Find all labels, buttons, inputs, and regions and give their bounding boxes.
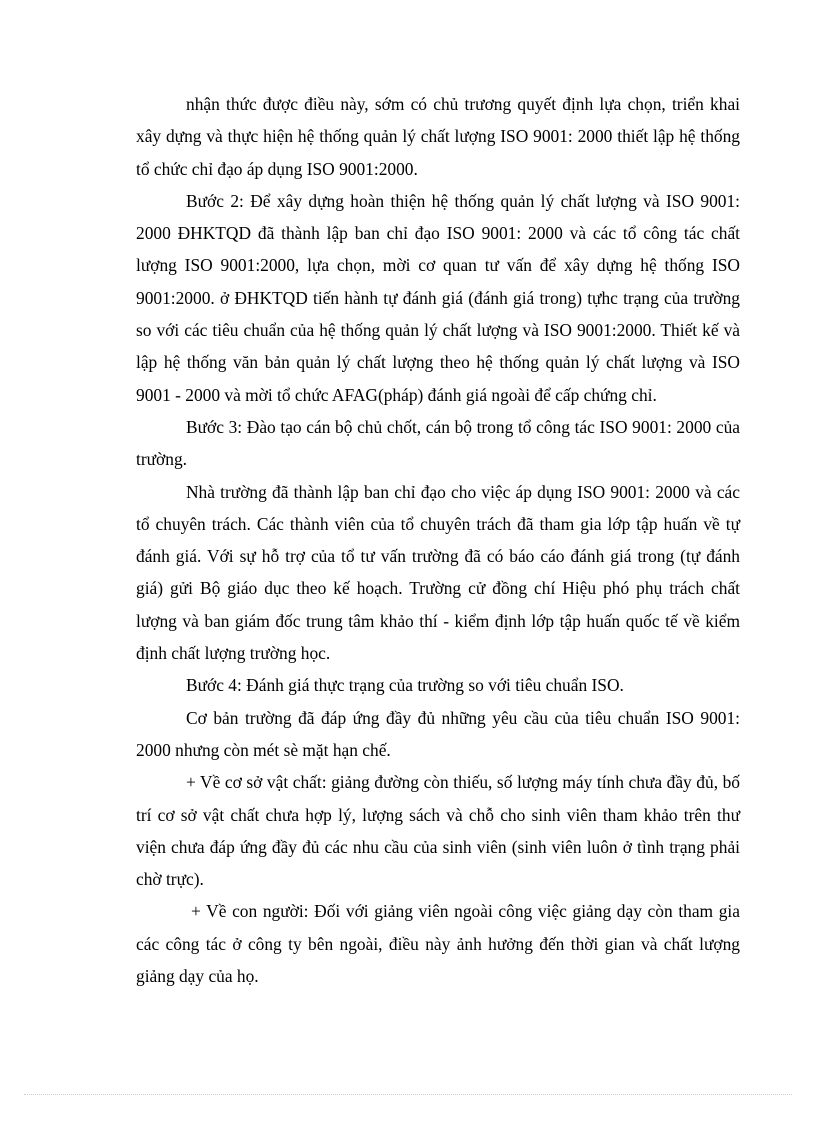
paragraph-personnel: + Về con người: Đối với giảng viên ngoài công việc giảng dạy còn tham gia các công tác ở công ty bên ngoài, điều này ảnh hưởng đến thời gian và chất lượng giảng dạy của họ. bbox=[136, 901, 740, 987]
page-bottom-divider bbox=[24, 1094, 792, 1095]
document-body bbox=[136, 88, 740, 992]
paragraph-basic-compliance: Cơ bản trường đã đáp ứng đầy đủ những yêu cầu của tiêu chuẩn ISO 9001: 2000 nhưng còn mét sè mặt hạn chế. bbox=[136, 707, 740, 760]
paragraph-facilities: + Về cơ sở vật chất: giảng đường còn thiếu, số lượng máy tính chưa đầy đủ, bố trí cơ sở vật chất chưa hợp lý, lượng sách và chỗ cho sinh viên tham khảo trên thư viện chưa đáp ứng đầy đủ các nhu cầu của sinh viên (sinh viên luôn ở tình trạng phải chờ trực). bbox=[136, 772, 740, 890]
paragraph-step-3: Bước 3: Đào tạo cán bộ chủ chốt, cán bộ trong tổ công tác ISO 9001: 2000 của trường. bbox=[136, 416, 740, 470]
paragraph-steering-committee: Nhà trường đã thành lập ban chỉ đạo cho việc áp dụng ISO 9001: 2000 và các tổ chuyên trách. Các thành viên của tổ chuyên trách đã tham gia lớp tập huấn về tự đánh giá. Với sự hỗ trợ của tổ tư vấn trường đã có báo cáo đánh giá trong (tự đánh giá) gửi Bộ giáo dục theo kế hoạch. Trường cử đồng chí Hiệu phó phụ trách chất lượng và ban giám đốc trung tâm khảo thí - kiểm định lớp tập huấn quốc tế về kiểm định chất lượng trường học. bbox=[136, 481, 740, 664]
paragraph-step-4: Bước 4: Đánh giá thực trạng của trường so với tiêu chuẩn ISO. bbox=[186, 675, 624, 696]
paragraph-intro-continuation: nhận thức được điều này, sớm có chủ trương quyết định lựa chọn, triển khai xây dựng và thực hiện hệ thống quản lý chất lượng ISO 9001: 2000 thiết lập hệ thống tổ chức chỉ đạo áp dụng ISO 9001:2000. bbox=[136, 94, 740, 179]
paragraph-step-2: Bước 2: Để xây dựng hoàn thiện hệ thống quản lý chất lượng và ISO 9001: 2000 ĐHKTQD đã thành lập ban chỉ đạo ISO 9001: 2000 và các tổ công tác chất lượng ISO 9001:2000, lựa chọn, mời cơ quan tư vấn để xây dựng hệ thống ISO 9001:2000. ở ĐHKTQD tiến hành tự đánh giá (đánh giá trong) tựhc trạng của trường so với các tiêu chuẩn của hệ thống quản lý chất lượng và ISO 9001:2000. Thiết kế và lập hệ thống văn bản quản lý chất lượng theo hệ thống quản lý chất lượng và ISO 9001 - 2000 và mời tổ chức AFAG(pháp) đánh giá ngoài để cấp chứng chỉ. bbox=[136, 190, 740, 405]
